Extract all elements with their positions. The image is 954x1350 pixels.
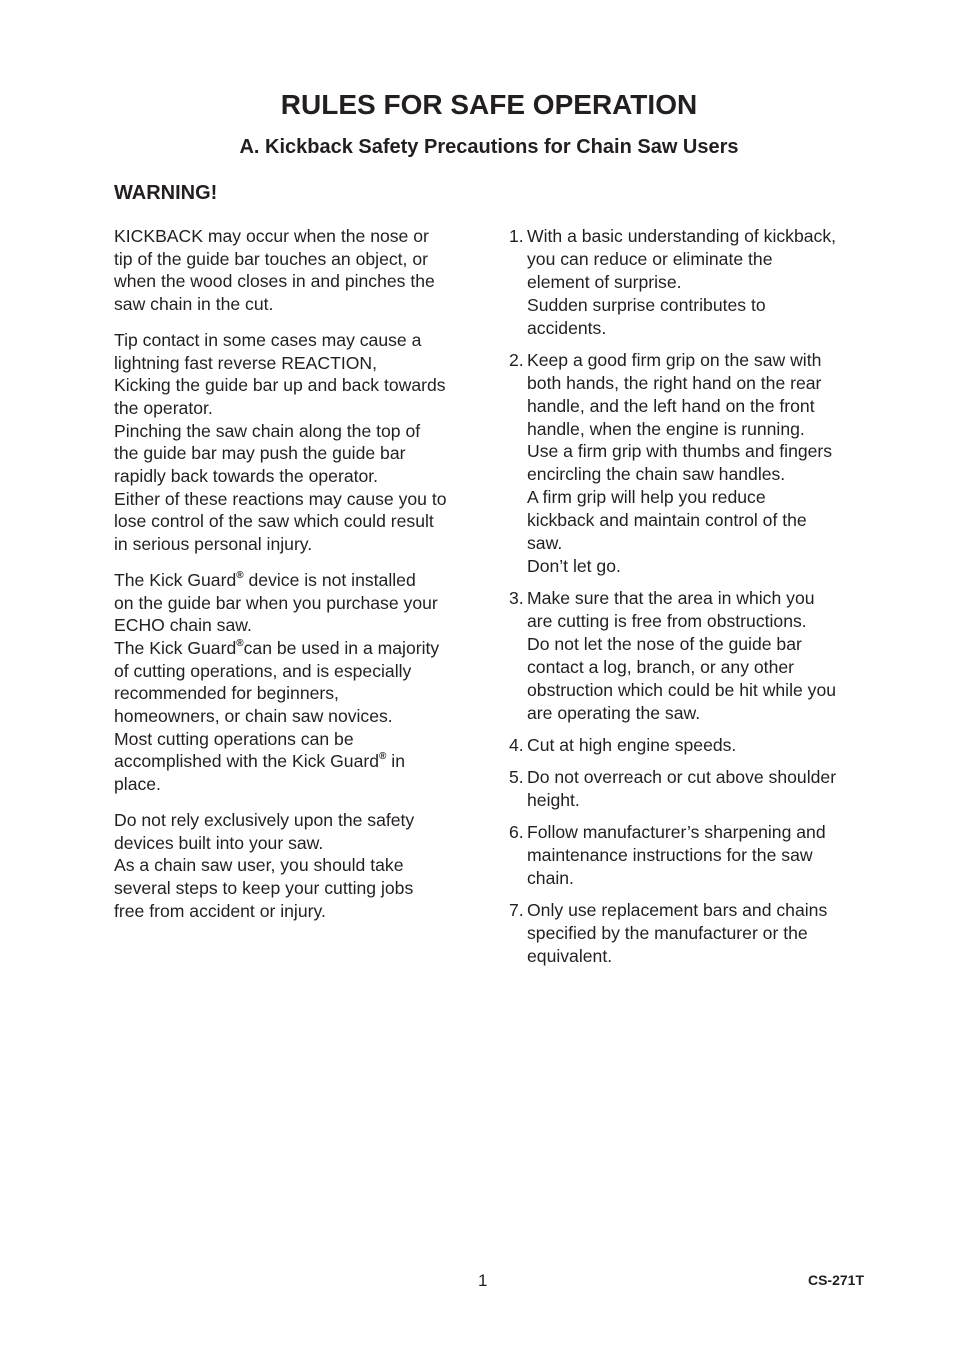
text-line: homeowners, or chain saw novices. xyxy=(114,706,393,727)
text-line: As a chain saw user, you should take xyxy=(114,855,404,876)
kick-guard-paragraph xyxy=(114,569,486,796)
text-line: free from accident or injury. xyxy=(114,900,326,921)
text-line: specified by the manufacturer or the xyxy=(527,923,808,944)
list-item xyxy=(509,225,879,340)
text-line: encircling the chain saw handles. xyxy=(527,464,786,485)
text-line: devices built into your saw. xyxy=(114,832,324,853)
text-line: the operator. xyxy=(114,397,213,418)
text-line xyxy=(114,637,486,660)
precautions-list xyxy=(509,225,879,977)
list-item xyxy=(509,349,879,578)
registered-mark: ® xyxy=(236,637,244,649)
page-number: 1 xyxy=(478,1271,488,1290)
tip-contact-paragraph xyxy=(114,329,486,556)
list-item xyxy=(509,766,879,812)
text-line: handle, when the engine is running. xyxy=(527,418,805,439)
model-number: CS-271T xyxy=(807,1272,864,1288)
list-item xyxy=(509,734,879,757)
registered-mark: ® xyxy=(236,569,244,581)
text-line: Pinching the saw chain along the top of xyxy=(114,420,421,441)
list-item-number: 4. xyxy=(509,734,524,755)
text-line: Do not rely exclusively upon the safety xyxy=(114,809,415,830)
text-line: rapidly back towards the operator. xyxy=(114,466,379,487)
text-line: the guide bar may push the guide bar xyxy=(114,443,406,464)
text-line: saw. xyxy=(527,533,563,554)
text-line: handle, and the left hand on the front xyxy=(527,395,815,416)
text-line: height. xyxy=(527,790,580,811)
text-line: on the guide bar when you purchase your xyxy=(114,592,438,613)
text-line: both hands, the right hand on the rear xyxy=(527,372,822,393)
list-item-number: 2. xyxy=(509,349,524,370)
text-line xyxy=(114,750,486,773)
text-line: in serious personal injury. xyxy=(114,534,313,555)
list-item xyxy=(509,821,879,890)
text-line: are operating the saw. xyxy=(527,702,701,723)
text-line: Most cutting operations can be xyxy=(114,728,354,749)
kickback-paragraph xyxy=(114,225,486,316)
text-line: lightning fast reverse REACTION, xyxy=(114,352,378,373)
text-line: Make sure that the area in which you xyxy=(527,588,815,609)
kick-guard-name: The Kick Guard xyxy=(114,637,237,658)
text-line: of cutting operations, and is especially xyxy=(114,660,412,681)
text-line: tip of the guide bar touches an object, or xyxy=(114,248,428,269)
text-line: Only use replacement bars and chains xyxy=(527,900,828,921)
text-line: you can reduce or eliminate the xyxy=(527,248,773,269)
text-line: Keep a good firm grip on the saw with xyxy=(527,349,822,370)
text-line: Tip contact in some cases may cause a xyxy=(114,329,422,350)
list-item-number: 5. xyxy=(509,767,524,788)
text-line: contact a log, branch, or any other xyxy=(527,656,794,677)
list-item-number: 6. xyxy=(509,822,524,843)
text-line: Do not let the nose of the guide bar xyxy=(527,634,802,654)
text-line: kickback and maintain control of the xyxy=(527,510,807,531)
list-item-number: 7. xyxy=(509,900,524,921)
text-line: ECHO chain saw. xyxy=(114,615,252,636)
text-line: obstruction which could be hit while you xyxy=(527,679,837,700)
left-column xyxy=(114,225,486,935)
text-line: Cut at high engine speeds. xyxy=(527,734,737,755)
text-line: Use a firm grip with thumbs and fingers xyxy=(527,441,833,462)
list-item-number: 1. xyxy=(509,226,524,246)
text-line: KICKBACK may occur when the nose or xyxy=(114,226,429,246)
text-line: Do not overreach or cut above shoulder xyxy=(527,767,837,788)
text-line: accidents. xyxy=(527,317,607,338)
text-fragment: can be used in a majority xyxy=(243,637,440,658)
text-line: Sudden surprise contributes to xyxy=(527,294,766,315)
text-line: Either of these reactions may cause you to xyxy=(114,488,447,509)
text-fragment: device is not installed xyxy=(243,569,416,590)
text-line: lose control of the saw which could result xyxy=(114,511,434,532)
list-item xyxy=(509,587,879,724)
text-fragment: in xyxy=(386,751,405,772)
text-line: recommended for beginners, xyxy=(114,683,339,704)
text-fragment: accomplished with the Kick Guard xyxy=(114,751,380,772)
list-item xyxy=(509,899,879,968)
safety-devices-paragraph xyxy=(114,809,486,923)
registered-mark: ® xyxy=(379,751,387,763)
page-title: RULES FOR SAFE OPERATION xyxy=(280,89,698,120)
text-line: Follow manufacturer’s sharpening and xyxy=(527,822,826,843)
warning-heading: WARNING! xyxy=(114,182,218,204)
text-line xyxy=(114,569,486,592)
text-line: Don’t let go. xyxy=(527,555,621,576)
text-line: maintenance instructions for the saw xyxy=(527,845,813,866)
text-line: equivalent. xyxy=(527,946,613,967)
text-line: place. xyxy=(114,774,161,795)
text-line: With a basic understanding of kickback, xyxy=(527,226,837,246)
section-subtitle: A. Kickback Safety Precautions for Chain Saw Users xyxy=(239,136,739,158)
text-line: are cutting is free from obstructions. xyxy=(527,611,807,632)
text-line: several steps to keep your cutting jobs xyxy=(114,877,414,898)
text-line: when the wood closes in and pinches the xyxy=(114,271,435,292)
text-line: saw chain in the cut. xyxy=(114,294,274,315)
text-line: Kicking the guide bar up and back towards xyxy=(114,375,446,396)
kick-guard-name: The Kick Guard xyxy=(114,569,237,590)
list-item-number: 3. xyxy=(509,588,524,609)
text-line: chain. xyxy=(527,868,574,889)
text-line: element of surprise. xyxy=(527,271,682,292)
text-line: A firm grip will help you reduce xyxy=(527,487,766,508)
